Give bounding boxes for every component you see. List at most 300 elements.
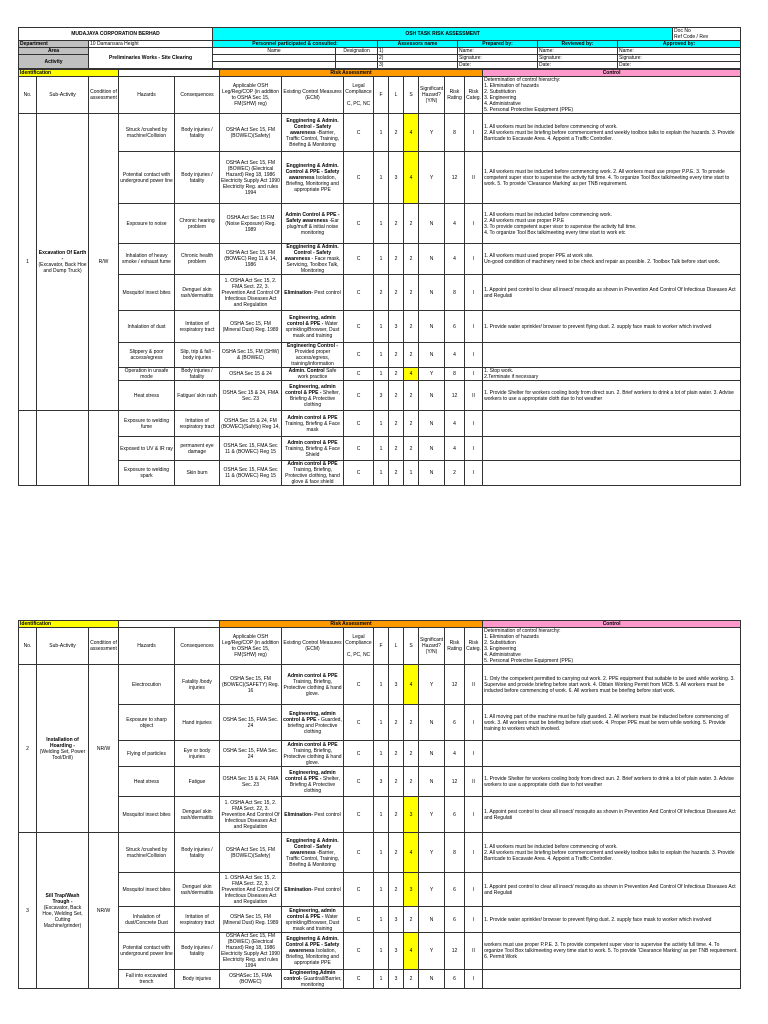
section-identification: Identification <box>19 621 119 628</box>
doc-no-label: Doc No Ref Code / Rev <box>673 28 741 41</box>
risk-assessment-table <box>18 620 741 989</box>
frequency-cell: 1 <box>374 437 389 461</box>
control-measure-cell: 1. Provide Shelter for workers cooling body from direct sun. 2. Brief workers to drink a lot of plain water. 3. Advise workers to use a appropriate cloth due to hot weather <box>483 381 741 411</box>
table-row <box>19 411 741 437</box>
department-label: Department <box>19 41 89 48</box>
table-row <box>19 461 741 486</box>
likelihood-cell: 2 <box>389 461 404 486</box>
legal-compliance-cell: C <box>344 970 374 989</box>
risk-category-cell: I <box>465 437 483 461</box>
table-row <box>19 368 741 381</box>
prepared-signature[interactable]: Signature: <box>458 55 538 62</box>
regulation-cell: OSHA Act Sec 15, FM (BOWEC) Reg 11 & 14, 1986 <box>220 244 282 275</box>
control-measure-cell <box>483 411 741 437</box>
hazard-cell: Inhalation of dust <box>119 311 175 343</box>
prepared-by-label: Prepared by: <box>458 41 538 48</box>
consequence-cell: Skin burn <box>175 461 220 486</box>
form-header-table <box>18 27 741 69</box>
consequence-cell: Chronic health problem <box>175 244 220 275</box>
legal-compliance-cell: C <box>344 833 374 873</box>
col-existing-control: Existing Control Measures (ECM) <box>282 628 344 665</box>
severity-cell: 2 <box>404 204 419 244</box>
severity-cell: 1 <box>404 461 419 486</box>
severity-cell: 2 <box>404 244 419 275</box>
col-sub-activity: Sub-Activity <box>37 628 89 665</box>
legal-compliance-cell: C <box>344 275 374 311</box>
severity-cell: 2 <box>404 705 419 741</box>
existing-control-cell: Engginering & Admin. Control - Safety awareness - Face mask, Servicing, Toolbox Talk, Monitoring <box>282 244 344 275</box>
risk-rating-cell: 4 <box>445 343 465 368</box>
existing-control-cell: Engginering & Admin. Control & PPE - Safety awareness Isolation, Briefing, Monitoring and appropriate PPE <box>282 933 344 970</box>
significant-hazard-cell: N <box>419 907 445 933</box>
section-control: Control <box>483 621 741 628</box>
severity-cell: 4 <box>404 665 419 705</box>
assessor-1[interactable]: 1) <box>378 48 458 55</box>
activity-value[interactable]: Preliminaries Works - Site Clearing <box>89 48 213 69</box>
hazard-cell: Heat stress <box>119 381 175 411</box>
frequency-cell: 1 <box>374 411 389 437</box>
prepared-name[interactable]: Name: <box>458 48 538 55</box>
regulation-cell: OSHA Sec 15, FM (Mineral Dust) Reg. 1989 <box>220 311 282 343</box>
legal-compliance-cell: C <box>344 741 374 767</box>
col-significant: Significant Hazard? (Y/N) <box>419 77 445 114</box>
table-row <box>19 311 741 343</box>
control-measure-cell <box>483 741 741 767</box>
table-row <box>19 833 741 873</box>
table-row <box>19 873 741 907</box>
col-risk-rating: Risk Rating <box>445 77 465 114</box>
hazard-cell: Struck /crushed by machine/Collision <box>119 114 175 152</box>
table-row <box>19 244 741 275</box>
significant-hazard-cell: N <box>419 244 445 275</box>
company-name: MUDAJAYA CORPORATION BERHAD <box>19 28 213 41</box>
reviewed-by-label: Reviewed by: <box>538 41 618 48</box>
control-measure-cell <box>483 970 741 989</box>
consequence-cell: Eye or body injuries <box>175 741 220 767</box>
risk-category-cell: II <box>465 665 483 705</box>
significant-hazard-cell: Y <box>419 873 445 907</box>
regulation-cell: OSHASec 15, FMA (BOWEC) <box>220 970 282 989</box>
existing-control-cell: Engineering, admin control & PPE - Water sprinkling/Browser, Dust mask and training <box>282 907 344 933</box>
risk-rating-cell: 6 <box>445 311 465 343</box>
consequence-cell: Body injuries / fatality <box>175 152 220 204</box>
table-row <box>19 665 741 705</box>
table-row <box>19 705 741 741</box>
col-no: No. <box>19 628 37 665</box>
designation-col-label: Designation <box>336 48 378 55</box>
hazard-cell: Exposed to UV & IR ray <box>119 437 175 461</box>
column-header-row <box>19 77 741 114</box>
hazard-cell: Operation in unsafe mode <box>119 368 175 381</box>
condition-of-assessment: NR/W <box>89 833 119 989</box>
frequency-cell: 1 <box>374 204 389 244</box>
regulation-cell: OSHA Act Sec 15, FM (BOWEC) (Electrical Hazard) Reg 18, 1986 Electricity Supply Act 1990 Electricity Reg. and rules 1994 <box>220 152 282 204</box>
control-measure-cell: 1. Appoint pest control to clear all insect/ mosquito as shown in Prevention And Control Of Infectious Diseases Act and Regulati <box>483 275 741 311</box>
existing-control-cell: Engineering, admin control & PPE - Water sprinkling/Browser, Dust mask and training <box>282 311 344 343</box>
legal-compliance-cell: C <box>344 368 374 381</box>
table-row <box>19 381 741 411</box>
likelihood-cell: 3 <box>389 665 404 705</box>
severity-cell: 2 <box>404 343 419 368</box>
condition-of-assessment <box>89 411 119 486</box>
likelihood-cell: 2 <box>389 873 404 907</box>
col-s: S <box>404 628 419 665</box>
risk-table-page-1 <box>18 69 740 486</box>
likelihood-cell: 2 <box>389 767 404 797</box>
hazard-cell: Inhalation of heavy smoke / exhaust fume <box>119 244 175 275</box>
likelihood-cell: 2 <box>389 204 404 244</box>
existing-control-cell: Admin control & PPE Training, Briefing, Protective clothing & hand glove. <box>283 741 342 766</box>
control-measure-cell: 1. Appoint pest control to clear all insect/ mosquito as shown in Prevention And Control Of Infectious Diseases Act and Regulati <box>483 873 741 907</box>
col-control-hierarchy: Determination of control hierarchy: 1. Elimination of hazards 2. Substitution 3. Engineering 4. Administrative 5. Personal Protective Equipment (PPE) <box>483 628 741 665</box>
existing-control-cell: Engineering Control - Provided proper access/egress, training/information <box>282 343 344 368</box>
row-number: 1 <box>19 114 37 411</box>
risk-rating-cell: 12 <box>445 767 465 797</box>
table-row <box>19 970 741 989</box>
col-regulation: Applicable OSH Leg/Reg/COP (in addition to OSHA Sec 15, FM(SHW) reg) <box>220 628 282 665</box>
existing-control-cell: Elimination- Pest control <box>282 797 344 833</box>
regulation-cell: 1. OSHA Act Sec 15, 2. FMA Sect. 22, 3. Prevention And Control Of Infectious Diseases Act and Regulation <box>220 275 282 311</box>
table-row <box>19 114 741 152</box>
severity-cell: 4 <box>404 933 419 970</box>
col-l: L <box>389 77 404 114</box>
consequence-cell: Irritation of respiratory tract <box>175 907 220 933</box>
severity-cell: 2 <box>404 311 419 343</box>
risk-category-cell: I <box>465 797 483 833</box>
legal-compliance-cell: C <box>344 933 374 970</box>
likelihood-cell: 2 <box>389 368 404 381</box>
risk-rating-cell: 6 <box>445 797 465 833</box>
existing-control-cell: Engineering, admin control & PPE - Shelter, Briefing & Protective clothing <box>282 381 344 411</box>
existing-control-cell: Elimination- Pest control <box>282 873 344 907</box>
risk-rating-cell: 6 <box>445 873 465 907</box>
col-f: F <box>374 628 389 665</box>
risk-category-cell: I <box>465 741 483 767</box>
col-legal: Legal Compliance C, PC, NC <box>344 628 374 665</box>
hazard-cell: Mosquito/ insect bites <box>119 275 175 311</box>
significant-hazard-cell: N <box>419 741 445 767</box>
likelihood-cell: 2 <box>389 114 404 152</box>
col-hazards: Hazards <box>119 77 175 114</box>
approved-name[interactable]: Name: <box>618 48 741 55</box>
significant-hazard-cell: N <box>419 461 445 486</box>
legal-compliance-cell: C <box>344 311 374 343</box>
control-measure-cell: 1. All workers must be inducted before commencing work. 2. All workers must use proper P.P.E. 3. To provide competent super visor to supervise the activity full time. 4. To organize Tool Box talk/meeting every time start to work. 5. To provide 'Clearance Marking' as per TNB requirement. <box>483 152 741 204</box>
legal-compliance-cell: C <box>344 797 374 833</box>
legal-compliance-cell: C <box>344 244 374 275</box>
risk-category-cell: II <box>465 381 483 411</box>
consequence-cell: Dengue/ skin rash/dermatitis <box>175 797 220 833</box>
severity-cell: 3 <box>404 797 419 833</box>
risk-category-cell: I <box>465 873 483 907</box>
risk-category-cell: II <box>465 152 483 204</box>
risk-rating-cell: 12 <box>445 152 465 204</box>
col-significant: Significant Hazard? (Y/N) <box>419 628 445 665</box>
frequency-cell: 1 <box>374 311 389 343</box>
col-risk-category: Risk Categ. <box>465 628 483 665</box>
section-control: Control <box>483 70 741 77</box>
regulation-cell: OSHA Act Sec 15 FM (Noise Exposure) Reg. 1989 <box>220 204 282 244</box>
likelihood-cell: 3 <box>389 970 404 989</box>
section-gap <box>119 70 220 77</box>
frequency-cell: 1 <box>374 705 389 741</box>
significant-hazard-cell: Y <box>419 833 445 873</box>
col-legal: Legal Compliance C, PC, NC <box>344 77 374 114</box>
severity-cell: 4 <box>404 114 419 152</box>
risk-category-cell: I <box>465 833 483 873</box>
likelihood-cell: 2 <box>389 381 404 411</box>
legal-compliance-cell: C <box>344 705 374 741</box>
regulation-cell: OSHA Act Sec 15, FM (BOWEC)(Safety) <box>220 114 282 152</box>
severity-cell: 2 <box>404 767 419 797</box>
legal-compliance-cell: C <box>344 461 374 486</box>
risk-table-page-2 <box>18 620 740 989</box>
section-header-row <box>19 621 741 628</box>
condition-of-assessment: R/W <box>89 114 119 411</box>
row-number: 3 <box>19 833 37 989</box>
likelihood-cell: 2 <box>389 275 404 311</box>
significant-hazard-cell: Y <box>419 114 445 152</box>
consequence-cell: permanent eye damage <box>175 437 220 461</box>
control-measure-cell: 1. Provide Shelter for workers cooling body from direct sun. 2. Brief workers to drink a lot of plain water. 3. Advise workers to use a appropriate cloth due to hot weather <box>483 767 741 797</box>
reviewed-signature[interactable]: Signature: <box>538 55 618 62</box>
likelihood-cell: 2 <box>389 705 404 741</box>
risk-category-cell: I <box>465 275 483 311</box>
frequency-cell: 1 <box>374 970 389 989</box>
regulation-cell: OSHA Sec 15, FMA Sec. 24 <box>220 705 282 741</box>
risk-category-cell: II <box>465 933 483 970</box>
hazard-cell: Exposure to welding spark <box>119 461 175 486</box>
table-row <box>19 933 741 970</box>
severity-cell: 4 <box>404 368 419 381</box>
frequency-cell: 1 <box>374 797 389 833</box>
table-row <box>19 907 741 933</box>
sub-activity: Sill Trap/Wash Trough - (Excavator, Back Hoe, Welding Set, Cutting Machine/grinder) <box>37 833 89 989</box>
consequence-cell: Dengue/ skin rash/dermatitis <box>175 275 220 311</box>
control-measure-cell <box>483 437 741 461</box>
hazard-cell: Mosquito/ insect bites <box>119 873 175 907</box>
consequence-cell: Fatality /body injuries <box>175 665 220 705</box>
significant-hazard-cell: Y <box>419 152 445 204</box>
frequency-cell: 1 <box>374 152 389 204</box>
legal-compliance-cell: C <box>344 873 374 907</box>
consequence-cell: Fatigue/ skin rash <box>175 381 220 411</box>
severity-cell: 2 <box>404 381 419 411</box>
approved-signature[interactable]: Signature: <box>618 55 741 62</box>
regulation-cell: 1. OSHA Act Sec 15, 2. FMA Sect. 22, 3. Prevention And Control Of Infectious Diseases Act and Regulation <box>220 797 282 833</box>
col-condition: Condition of assessment <box>89 628 119 665</box>
control-measure-cell: 1. Provide water sprinkler/ browser to prevent flying dust. 2. supply face mask to worker which involved <box>483 907 741 933</box>
significant-hazard-cell: N <box>419 275 445 311</box>
consequence-cell: Hand injuries <box>175 705 220 741</box>
personnel-label: Personnel participated & consulted: <box>213 41 378 48</box>
control-measure-cell: 1. All workers must be inducted before commencing work. 2. All workers must use proper P.P.E 3. To provide competent super visor to supervise the activity full time. 4. To organize Tool Box talk/meeting every time start to work etc <box>483 204 741 244</box>
likelihood-cell: 3 <box>389 152 404 204</box>
area-label: Area <box>19 48 89 55</box>
legal-compliance-cell: C <box>344 411 374 437</box>
col-l: L <box>389 628 404 665</box>
frequency-cell: 1 <box>374 343 389 368</box>
significant-hazard-cell: N <box>419 311 445 343</box>
consequence-cell: Slip, trip & fall - body injuries <box>175 343 220 368</box>
likelihood-cell: 3 <box>389 933 404 970</box>
risk-rating-cell: 4 <box>445 204 465 244</box>
risk-rating-cell: 4 <box>445 741 465 767</box>
existing-control-cell: Admin control & PPE Training, Briefing, Protective clothing & hand glove. <box>282 665 344 705</box>
consequence-cell: Irritation of respiratory tract <box>175 411 220 437</box>
regulation-cell: OSHA Sec 15, FMA Sec 11 & (BOWEC) Reg 15 <box>220 437 282 461</box>
significant-hazard-cell: Y <box>419 665 445 705</box>
risk-category-cell: I <box>465 461 483 486</box>
table-row <box>19 152 741 204</box>
section-identification: Identification <box>19 70 119 77</box>
significant-hazard-cell: Y <box>419 933 445 970</box>
significant-hazard-cell: N <box>419 437 445 461</box>
hazard-cell: Exposure to sharp object <box>119 705 175 741</box>
risk-category-cell: I <box>465 368 483 381</box>
legal-compliance-cell: C <box>344 343 374 368</box>
risk-rating-cell: 8 <box>445 114 465 152</box>
significant-hazard-cell: Y <box>419 368 445 381</box>
form-title: OSH TASK RISK ASSESSMENT <box>213 28 673 41</box>
hazard-cell: Slippery & poor access/egress <box>119 343 175 368</box>
col-regulation: Applicable OSH Leg/Reg/COP (in addition to OSHA Sec 15, FM(SHW) reg) <box>220 77 282 114</box>
risk-rating-cell: 12 <box>445 933 465 970</box>
hazard-cell: Flying of particles <box>119 741 175 767</box>
likelihood-cell: 2 <box>389 437 404 461</box>
hazard-cell: Mosquito/ insect bites <box>119 797 175 833</box>
existing-control-cell: Admin control & PPE Training, Briefing & Face Shield <box>282 437 344 461</box>
sub-activity: Installation of Hoarding - (Welding Set, Power Tool/Drill) <box>37 665 89 833</box>
frequency-cell: 1 <box>374 933 389 970</box>
regulation-cell: OSHA Sec 15, FM (BOWEC)(SAFETY) Reg. 16 <box>220 665 282 705</box>
table-row <box>19 437 741 461</box>
risk-category-cell: I <box>465 204 483 244</box>
approved-by-label: Approved by: <box>618 41 741 48</box>
risk-assessment-table <box>18 69 741 486</box>
risk-rating-cell: 6 <box>445 970 465 989</box>
significant-hazard-cell: N <box>419 705 445 741</box>
significant-hazard-cell: N <box>419 970 445 989</box>
control-measure-cell: 1. Appoint pest control to clear all insect/ mosquito as shown in Prevention And Control Of Infectious Diseases Act and Regulati <box>483 797 741 833</box>
col-consequences: Consequences <box>175 77 220 114</box>
significant-hazard-cell: Y <box>419 797 445 833</box>
hazard-cell: Inhalation of dust/Concrete Dust <box>119 907 175 933</box>
regulation-cell: OSHA Sec 15, FM (Mineral Dust) Reg. 1989 <box>220 907 282 933</box>
legal-compliance-cell: C <box>344 767 374 797</box>
significant-hazard-cell: N <box>419 204 445 244</box>
existing-control-cell: Engineering, admin control & PPE - Guarded, briefing and Protective clothing <box>282 705 344 741</box>
significant-hazard-cell: N <box>419 411 445 437</box>
reviewed-name[interactable]: Name: <box>538 48 618 55</box>
legal-compliance-cell: C <box>344 437 374 461</box>
consequence-cell: Body injuries <box>175 970 220 989</box>
consequence-cell: Fatigue <box>175 767 220 797</box>
likelihood-cell: 2 <box>389 343 404 368</box>
frequency-cell: 1 <box>374 833 389 873</box>
legal-compliance-cell: C <box>344 204 374 244</box>
table-row <box>19 767 741 797</box>
hazard-cell: Potential contact with underground power line <box>119 152 175 204</box>
prepared-date[interactable]: Date: <box>458 62 538 69</box>
control-measure-cell <box>483 343 741 368</box>
legal-compliance-cell: C <box>344 152 374 204</box>
regulation-cell: 1. OSHA Act Sec 15, 2. FMA Sect. 22, 3. Prevention And Control Of Infectious Diseases Act and Regulation <box>221 874 280 905</box>
likelihood-cell: 2 <box>389 244 404 275</box>
severity-cell: 2 <box>404 411 419 437</box>
col-no: No. <box>19 77 37 114</box>
risk-category-cell: I <box>465 244 483 275</box>
reviewed-date[interactable]: Date: <box>538 62 618 69</box>
existing-control-cell: Engineering,Admin control- Guardrail/Barrier, monitoring <box>283 970 342 988</box>
severity-cell: 4 <box>404 152 419 204</box>
regulation-cell: OSHA Sec 15 & 24 <box>220 368 282 381</box>
section-risk-assessment: Risk Assessment <box>220 70 483 77</box>
consequence-cell: Irritation of respiratory tract <box>175 311 220 343</box>
row-number: 2 <box>19 665 37 833</box>
risk-category-cell: I <box>465 114 483 152</box>
approved-date[interactable]: Date: <box>618 62 741 69</box>
section-risk-assessment: Risk Assessment <box>220 621 483 628</box>
col-sub-activity: Sub-Activity <box>37 77 89 114</box>
likelihood-cell: 3 <box>389 907 404 933</box>
column-header-row <box>19 628 741 665</box>
frequency-cell: 1 <box>374 368 389 381</box>
assessor-2[interactable]: 2) <box>378 55 458 62</box>
hazard-cell: Fall into excavated trench <box>119 970 175 989</box>
significant-hazard-cell: N <box>419 381 445 411</box>
significant-hazard-cell: N <box>419 343 445 368</box>
legal-compliance-cell: C <box>344 665 374 705</box>
legal-compliance-cell: C <box>344 381 374 411</box>
consequence-cell: Body injuries / fatality <box>175 368 220 381</box>
likelihood-cell: 3 <box>389 311 404 343</box>
severity-cell: 2 <box>404 741 419 767</box>
regulation-cell: OSHA Sec 15, FM (SHW) & (BOWEC) <box>220 343 282 368</box>
frequency-cell: 3 <box>374 381 389 411</box>
sub-activity: Excavation Of Earth - (Excavator, Back Hoe and Dump Truck) <box>37 114 89 411</box>
risk-rating-cell: 12 <box>445 665 465 705</box>
col-consequences: Consequences <box>175 628 220 665</box>
regulation-cell: OSHA Sec 15 & 24, FMA Sec. 23 <box>220 767 282 797</box>
severity-cell: 2 <box>404 907 419 933</box>
risk-rating-cell: 8 <box>445 275 465 311</box>
risk-rating-cell: 8 <box>445 368 465 381</box>
existing-control-cell: Engginering & Admin. Control & PPE - Safety awareness Isolation, Briefing, Monitoring and appropriate PPE <box>282 152 344 204</box>
control-measure-cell <box>483 461 741 486</box>
activity-label: Activity <box>19 55 89 69</box>
page-one <box>18 27 740 486</box>
assessor-3[interactable]: 3) <box>378 62 458 69</box>
existing-control-cell: Admin control & PPE Training, Briefing & Face mask <box>282 411 344 437</box>
likelihood-cell: 2 <box>389 797 404 833</box>
severity-cell: 2 <box>404 275 419 311</box>
likelihood-cell: 2 <box>389 741 404 767</box>
regulation-cell: OSHA Act Sec 15, FM (BOWEC)(Safety) <box>220 833 282 873</box>
control-measure-cell: 1. Stop work. 2.Terminate if necessary <box>483 368 741 381</box>
consequence-cell: Body injuries / fatality <box>175 114 220 152</box>
table-row <box>19 343 741 368</box>
existing-control-cell: Engginering & Admin. Control - Safety awareness -Barrier, Traffic Control, Training, Briefing & Monitoring <box>282 114 344 152</box>
risk-rating-cell: 4 <box>445 437 465 461</box>
hazard-cell: Exposure to welding fume <box>119 411 175 437</box>
department-value[interactable]: 10 Damansara Height <box>89 41 213 48</box>
control-measure-cell: 1. All workers must be inducted before commencing of work. 2. All workers must be briefing before commencement and weekly toolbox talks to explain the hazards. 3. Provide Barricade to Excavate Area. 4. Appoint a Traffic Controller. <box>483 833 741 873</box>
consequence-cell: Body injuries / fatality <box>175 933 220 970</box>
frequency-cell: 1 <box>374 114 389 152</box>
frequency-cell: 2 <box>374 275 389 311</box>
frequency-cell: 1 <box>374 244 389 275</box>
